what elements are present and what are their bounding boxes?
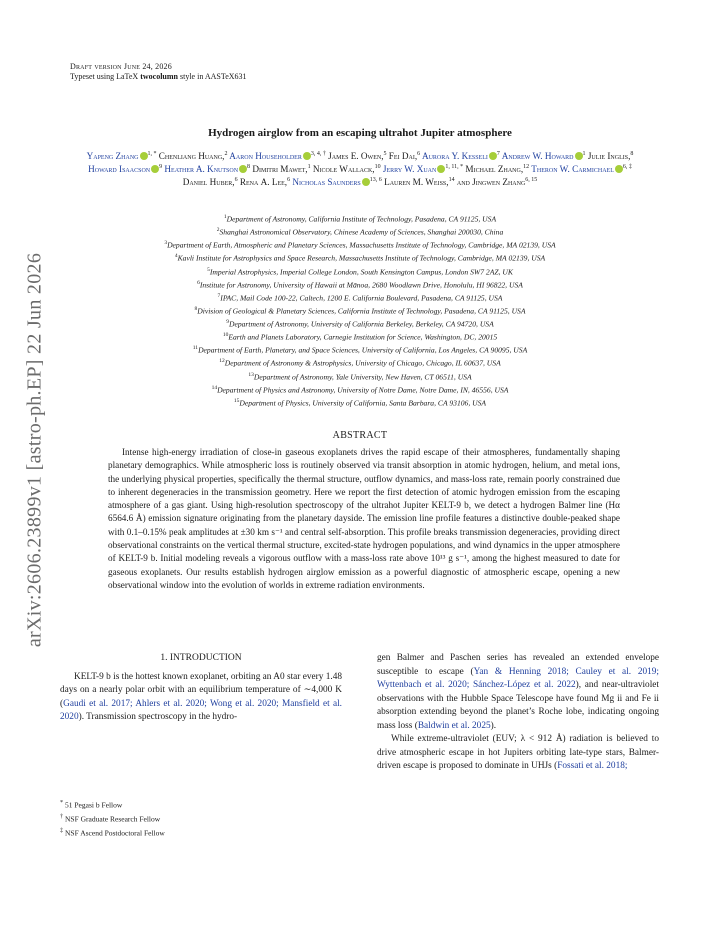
author[interactable]	[502, 151, 586, 161]
typeset-line	[70, 72, 247, 82]
author-name[interactable]: Yapeng Zhang	[86, 151, 139, 161]
author-name[interactable]: Nicholas Saunders	[292, 177, 361, 187]
orcid-icon[interactable]	[239, 165, 247, 173]
author-name: Lauren M. Weiss,	[384, 177, 449, 187]
author-name: Nicole Wallack,	[312, 164, 375, 174]
author	[465, 164, 529, 174]
affiliation: $^{12}$Department of Astronomy & Astrophysics, University of Chicago, Chicago, IL 60637, USA	[219, 358, 501, 368]
affiliation: $^4$Kavli Institute for Astrophysics and Space Research, Massachusetts Institute of Technology, Cambridge, MA 02139, USA	[174, 253, 546, 263]
affiliation: $^{14}$Department of Physics and Astronomy, University of Notre Dame, Notre Dame, IN, 46556, USA	[211, 384, 509, 395]
draft-version: Draft version June 24, 2026	[70, 62, 172, 71]
abstract-text: Intense high-energy irradiation of close-in gaseous exoplanets drives the rapid escape of their atmospheres, fundamentally shaping planetary demographics. While atmospheric loss is routinely observed via transit absorption in atomic hydrogen, helium, and metal ions, the underlying physical properties, specifically the thermal structure, outflow dynamics, and mass-loss rate, remain poorly constrained due to inherent degeneracies in the transmission geometry. Here we report the first detection of atomic hydrogen emission from the escaping atmosphere of a gas giant. Using high-resolution spectroscopy of the ultrahot Jupiter KELT-9 b, we detect a hydrogen Balmer line (Hα 6564.6 Å) emission signature originating from the planetary dayside. The emission line profile features a distinctive double-peaked shape with 0.1–0.15% peak amplitudes at ±30 km s⁻¹ and central self-absorption. This profile breaks transmission degeneracies, providing direct observational constraints on the vertical thermal structure, excited-state hydrogen populations, and wind dynamics in the upper atmosphere of KELT-9 b. Initial modeling reveals a vigorous outflow with a mass-loss rate above 10¹³ g s⁻¹, among the highest measured to date for gaseous exoplanets. Our results establish hydrogen airglow emission as a powerful diagnostic of atmospheric escape, opening a new observational window into the evolution of worlds in extreme radiation environments.	[108, 447, 620, 590]
section-heading: 1. INTRODUCTION	[160, 653, 242, 663]
arxiv-identifier[interactable]: arXiv:2606.23899v1 [astro-ph.EP] 22 Jun 2026	[23, 252, 46, 648]
orcid-icon[interactable]	[615, 165, 623, 173]
orcid-icon[interactable]	[489, 152, 497, 160]
affiliation-marker: 1, *	[147, 150, 157, 157]
author-name: Michael Zhang,	[465, 164, 524, 174]
affiliation: $^{15}$Department of Physics, University of California, Santa Barbara, CA 93106, USA	[233, 397, 487, 408]
affiliation-marker: 5	[383, 150, 387, 157]
citation-link[interactable]: Fossati et al. 2018;	[557, 761, 628, 771]
author-name: Daniel Huber,	[182, 177, 235, 187]
orcid-icon[interactable]	[303, 152, 311, 160]
author	[384, 177, 454, 187]
citation-link[interactable]: Baldwin et al. 2025	[417, 720, 491, 731]
author-name: Fei Dai,	[388, 151, 418, 161]
author	[252, 164, 310, 174]
typeset-prefix: Typeset using	[70, 72, 117, 81]
author	[240, 177, 290, 187]
affiliation-marker: 7	[496, 150, 500, 157]
orcid-icon[interactable]	[575, 152, 583, 160]
author	[159, 151, 228, 161]
affiliation: $^8$Division of Geological & Planetary Sciences, California Institute of Technology, Pasadena, CA 91125, USA	[194, 305, 526, 316]
author-name[interactable]: Aurora Y. Kesseli	[421, 151, 488, 161]
affiliation-marker: 1	[582, 150, 586, 157]
affiliation-marker: 1	[307, 163, 311, 170]
affiliation-marker: 6	[234, 176, 238, 183]
style-name: twocolumn	[140, 72, 178, 81]
author-name[interactable]: Howard Isaacson	[88, 164, 151, 174]
orcid-icon[interactable]	[151, 165, 159, 173]
affiliation-marker: 13, 6	[369, 176, 382, 183]
affiliation-marker: 6	[287, 176, 291, 183]
paragraph: KELT-9 b is the hottest known exoplanet, orbiting an A0 star every 1.48 days on a nearly polar orbit with an equilibrium temperature of ∼4,000 K (Gaudi et al. 2017; Ahlers et al. 2020; Wong et al. 2020; Mansfield et al. 2020). Transmission spectroscopy in the hydro-	[60, 671, 342, 722]
left-column	[60, 652, 342, 725]
author-name: and Jingwen Zhang	[456, 177, 526, 187]
author[interactable]	[292, 177, 381, 187]
footnote: * 51 Pegasi b Fellow	[60, 799, 123, 810]
author-name[interactable]: Theron W. Carmichael	[531, 164, 614, 174]
author[interactable]	[88, 164, 162, 174]
author	[183, 177, 238, 187]
right-column	[377, 652, 659, 774]
affiliation: $^3$Department of Earth, Atmospheric and Planetary Sciences, Massachusetts Institute of Technology, Cambridge, MA 02139, USA	[164, 240, 556, 250]
draft-header	[70, 62, 247, 82]
affiliation-marker: 2	[224, 150, 228, 157]
author[interactable]	[531, 164, 632, 174]
affiliation: $^9$Department of Astronomy, University of California Berkeley, Berkeley, CA 94720, USA	[226, 319, 494, 329]
author	[313, 164, 381, 174]
affiliation-marker: 8	[630, 150, 634, 157]
author-name: Chenliang Huang,	[158, 151, 225, 161]
affiliation: $^1$Department of Astronomy, California Institute of Technology, Pasadena, CA 91125, USA	[223, 214, 497, 224]
latex-logo: LaTeX	[116, 72, 139, 81]
author	[389, 151, 420, 161]
orcid-icon[interactable]	[140, 152, 148, 160]
orcid-icon[interactable]	[362, 178, 370, 186]
affiliation: $^6$Institute for Astronomy, University of Hawaii at Mānoa, 2680 Woodlawn Drive, Honolulu, HI 96822, USA	[197, 279, 523, 290]
paragraph: While extreme-ultraviolet (EUV; λ < 912 Å) radiation is believed to drive atmospheric escape in hot Jupiters orbiting late-type stars, Balmer-driven escape is proposed to dominate in UHJs (Fossati et al. 2018;	[377, 734, 659, 771]
author[interactable]	[87, 151, 157, 161]
author-name[interactable]: Heather A. Knutson	[164, 164, 239, 174]
affiliation: $^{11}$Department of Earth, Planetary, and Space Sciences, University of California, Los Angeles, CA 90095, USA	[192, 345, 528, 355]
citation-link[interactable]: Yan & Henning 2018; Cauley et al. 2019; Wyttenbach et al. 2020; Sánchez-López et al. 2022	[377, 666, 659, 690]
footnote: ‡ NSF Ascend Postdoctoral Fellow	[60, 827, 165, 838]
affiliation-marker: 9	[159, 163, 163, 170]
footnotes	[60, 797, 342, 839]
affiliation-marker: 3, 4, †	[310, 150, 326, 157]
paragraph: gen Balmer and Paschen series has revealed an extended envelope susceptible to escape (Yan & Henning 2018; Cauley et al. 2019; Wyttenbach et al. 2020; Sánchez-López et al. 2022), and near-ultraviolet observations with the Hubble Space Telescope have found Mg ii and Fe ii absorption extending beyond the planet’s Roche lobe, indicating ongoing mass loss (Baldwin et al. 2025).	[377, 653, 659, 731]
affiliation: $^5$Imperial Astrophysics, Imperial College London, South Kensington Campus, London SW7 2AZ, UK	[207, 266, 513, 277]
affiliation-marker: 12	[523, 163, 530, 170]
citation-link[interactable]: Gaudi et al. 2017; Ahlers et al. 2020; Wong et al. 2020; Mansfield et al. 2020	[60, 698, 342, 722]
author-list	[60, 150, 660, 189]
author-name[interactable]: Aaron Householder	[229, 151, 302, 161]
affiliation: $^{13}$Department of Astronomy, Yale University, New Haven, CT 06511, USA	[248, 371, 472, 382]
author[interactable]	[383, 164, 463, 174]
author[interactable]	[229, 151, 326, 161]
affiliation-marker: 6, ‡	[622, 163, 632, 170]
affiliation-marker: 6, 15	[525, 176, 538, 183]
affiliation-marker: 8	[247, 163, 251, 170]
affiliation: $^7$IPAC, Mail Code 100-22, Caltech, 1200 E. California Boulevard, Pasadena, CA 91125, USA	[217, 292, 503, 303]
affiliation-marker: 6	[417, 150, 421, 157]
style-suffix: style in AASTeX631	[177, 72, 247, 81]
paper-title: Hydrogen airglow from an escaping ultrahot Jupiter atmosphere	[208, 127, 512, 139]
abstract-heading: ABSTRACT	[332, 430, 388, 441]
author-name: Dimitri Mawet,	[252, 164, 308, 174]
affiliation-list	[40, 212, 680, 409]
author[interactable]	[422, 151, 500, 161]
author-name: Julie Inglis,	[587, 151, 631, 161]
affiliation-marker: 10	[374, 163, 381, 170]
affiliation: $^{10}$Earth and Planets Laboratory, Carnegie Institution for Science, Washington, DC, 20015	[222, 332, 498, 342]
affiliation-marker: 1, 11, *	[445, 163, 464, 170]
author-name: Renа A. Lee,	[239, 177, 288, 187]
author-name[interactable]: Jerry W. Xuan	[382, 164, 437, 174]
author-name: James E. Owen,	[328, 151, 384, 161]
author	[588, 151, 634, 161]
footnote: † NSF Graduate Research Fellow	[60, 813, 161, 824]
author-name[interactable]: Andrew W. Howard	[501, 151, 574, 161]
affiliation: $^2$Shanghai Astronomical Observatory, Chinese Academy of Sciences, Shanghai 200030, China	[216, 227, 504, 237]
affiliation-marker: 14	[448, 176, 455, 183]
author[interactable]	[164, 164, 250, 174]
author	[328, 151, 386, 161]
author	[457, 177, 537, 187]
